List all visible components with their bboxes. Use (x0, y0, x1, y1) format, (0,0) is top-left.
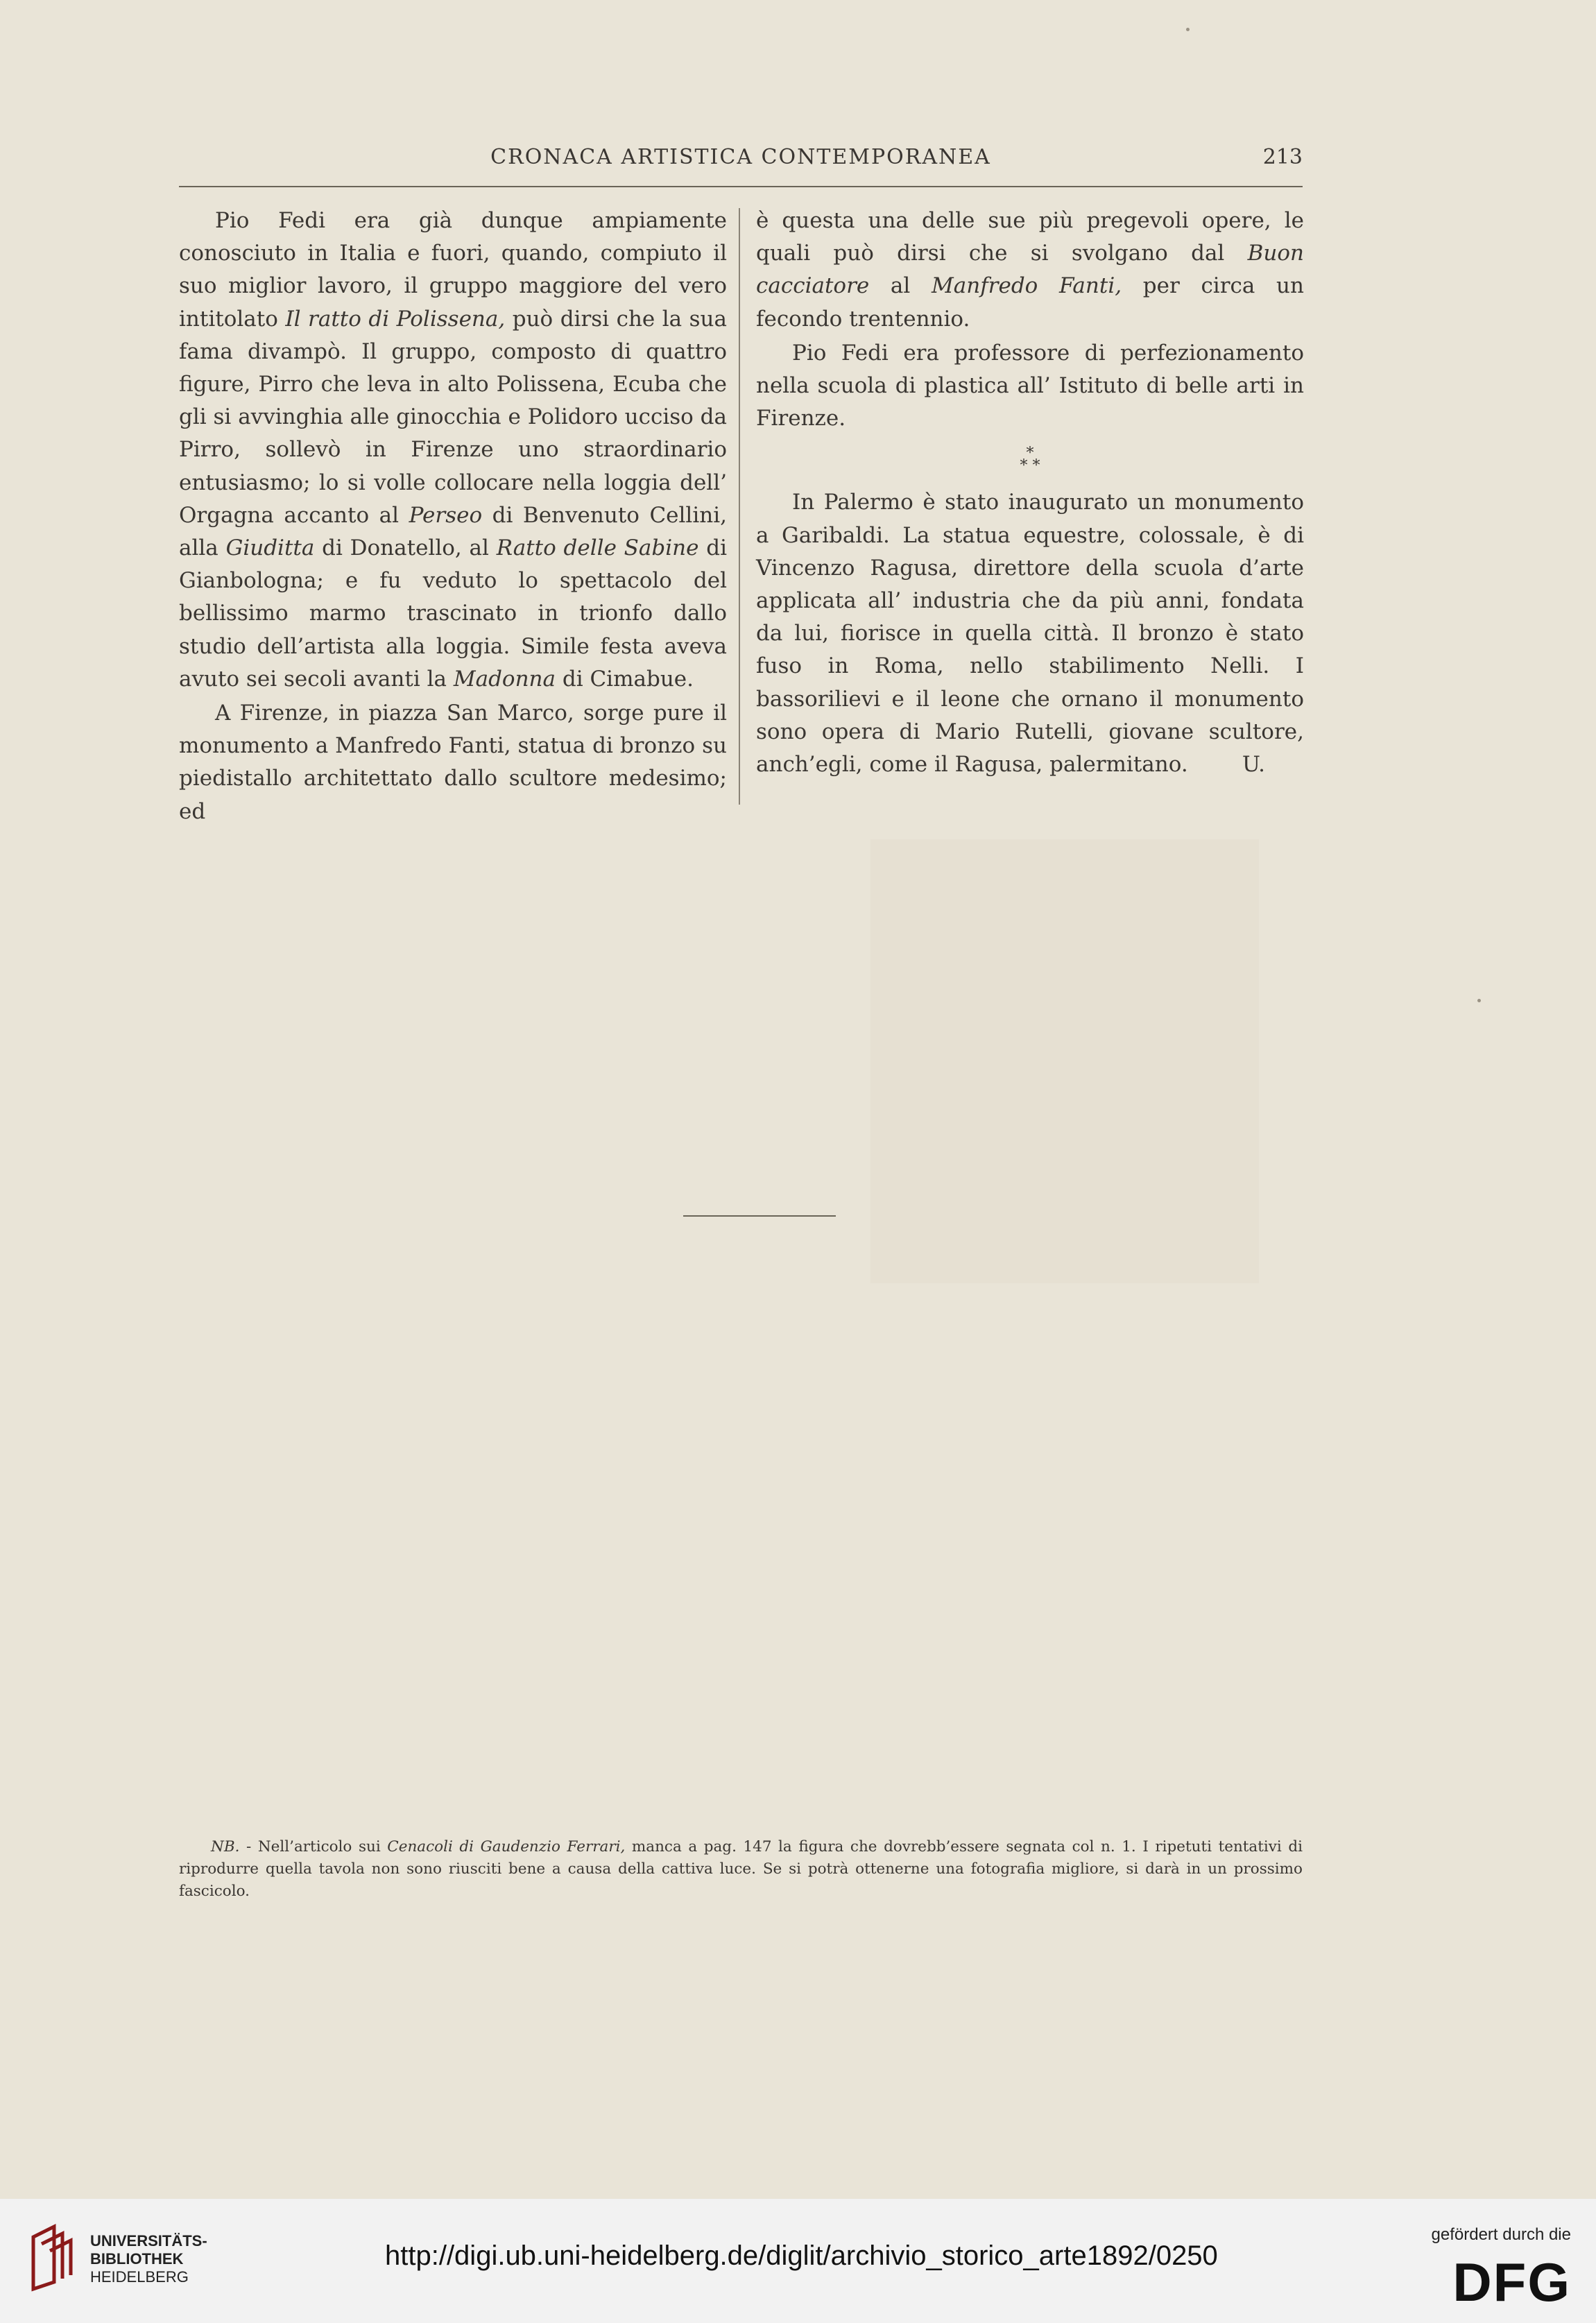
dfg-logo[interactable]: DFG (1452, 2252, 1571, 2313)
header-rule (179, 186, 1303, 187)
left-paragraph-1: Pio Fedi era già dunque ampiamente conosciuto in Italia e fuori, quando, compiuto il suo miglior lavoro, il gruppo maggiore del vero intitolato Il ratto di Polissena, può dirsi che la sua fama divampò. Il gruppo, composto di quattro figure, Pirro che leva in alto Polissena, Ecuba che gli si avvinghia alle ginocchia e Polidoro ucciso da Pirro, sollevò in Firenze uno straordinario entusiasmo; lo si volle collocare nella loggia dell’ Orgagna accanto al Perseo di Benvenuto Cellini, alla Giuditta di Donatello, al Ratto delle Sabine di Gianbologna; e fu veduto lo spettacolo del bellissimo marmo trascinato in trionfo dallo studio dell’artista alla loggia. Simile festa aveva avuto sei secoli avanti la Madonna di Cimabue. (179, 208, 728, 692)
library-name[interactable]: UNIVERSITÄTS- BIBLIOTHEK HEIDELBERG (90, 2232, 207, 2286)
left-column (179, 205, 727, 828)
running-header (179, 142, 1303, 177)
right-column (756, 205, 1304, 781)
author-initial: U. (1242, 752, 1265, 778)
library-logo-icon[interactable] (26, 2223, 82, 2292)
section-end-rule (683, 1215, 836, 1217)
page-number: 213 (1262, 145, 1303, 169)
funding-label: gefördert durch die (1431, 2225, 1571, 2244)
asterism-separator: * * * (1020, 445, 1040, 475)
footnote-title: Cenacoli di Gaudenzio Ferrari, (387, 1838, 626, 1855)
footnote-label: NB. (211, 1838, 240, 1855)
left-paragraph-2: A Firenze, in piazza San Marco, sorge pure il monumento a Manfredo Fanti, statua di bronzo su piedistallo architettato dallo scultore medesimo; ed (179, 701, 727, 824)
footnote: NB. - Nell’articolo sui Cenacoli di Gaudenzio Ferrari, manca a pag. 147 la figura che dovrebb’essere segnata col n. 1. I ripetuti tentativi di riprodurre quella tavola non sono riusciti bene a causa della cattiva luce. Se si potrà ottenerne una fotografia migliore, si darà in un prossimo fascicolo. (179, 1838, 1303, 1900)
right-paragraph-1: è questa una delle sue più pregevoli opere, le quali può dirsi che si svolgano dal Buon cacciatore al Manfredo Fanti, per circa un fecondo trentennio. (756, 208, 1304, 332)
scan-speck (1186, 28, 1190, 31)
digitization-footer (0, 2199, 1596, 2323)
right-paragraph-3: In Palermo è stato inaugurato un monumento a Garibaldi. La statua equestre, colossale, è di Vincenzo Ragusa, direttore della scuola d’arte applicata all’ industria che da più anni, fondata da lui, fiorisce in quella città. Il bronzo è stato fuso in Roma, nello stabilimento Nelli. I bassorilievi e il leone che ornano il monumento sono opera di Mario Rutelli, giovane scultore, anch’egli, come il Ragusa, palermitano. U. (756, 486, 1304, 781)
running-title: CRONACA ARTISTICA CONTEMPORANEA (490, 145, 991, 169)
show-through-ornament (870, 839, 1259, 1283)
right-paragraph-2: Pio Fedi era professore di perfezionamento nella scuola di plastica all’ Istituto di belle arti in Firenze. (756, 340, 1304, 431)
column-divider (739, 208, 740, 805)
permalink-url[interactable]: http://digi.ub.uni-heidelberg.de/diglit/archivio_storico_arte1892/0250 (385, 2240, 1218, 2271)
scan-speck (1477, 999, 1481, 1002)
